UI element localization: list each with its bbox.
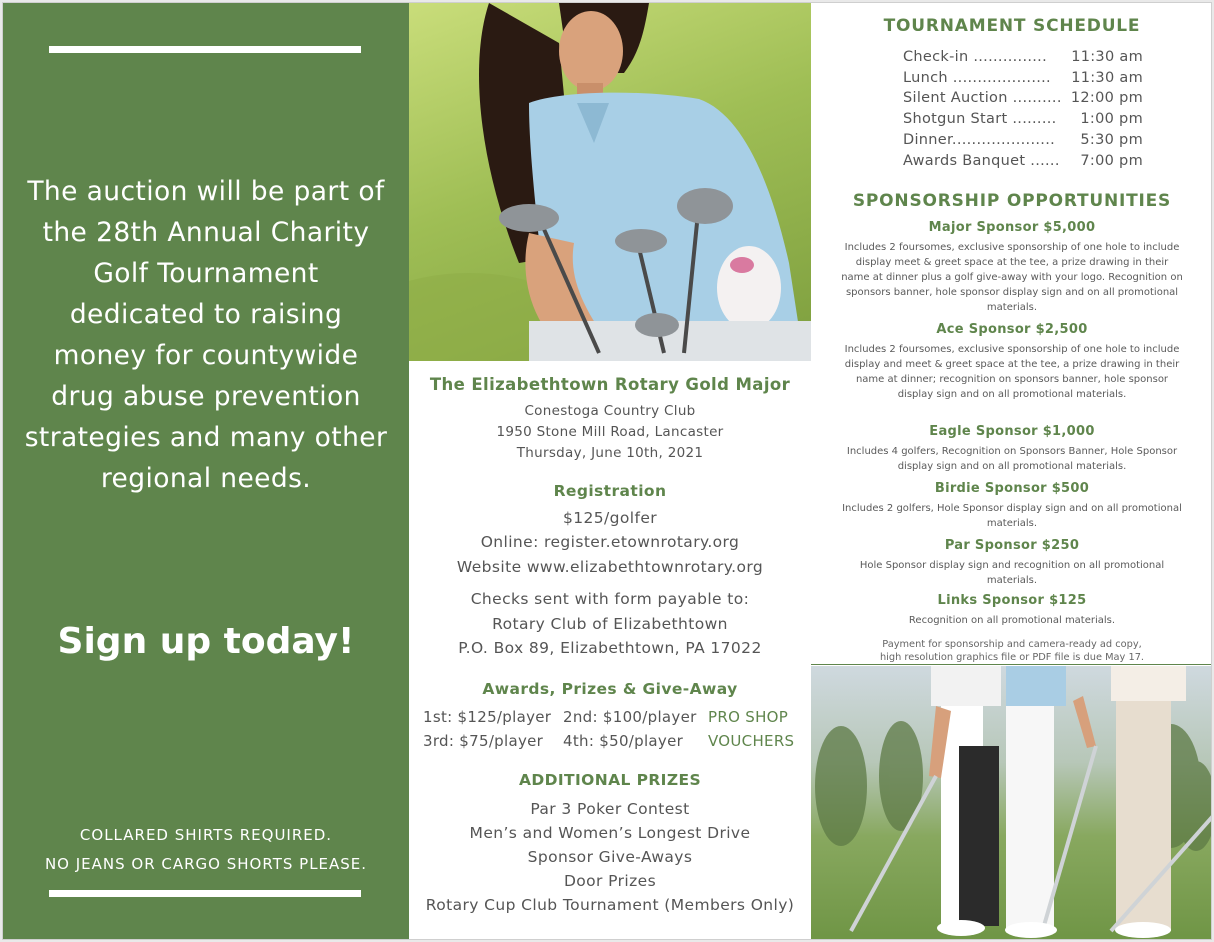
schedule-event: Silent Auction .......... bbox=[903, 90, 1062, 107]
intro-line: dedicated to raising bbox=[69, 299, 343, 330]
schedule-time: 11:30 am bbox=[1071, 69, 1143, 86]
intro-text bbox=[13, 171, 399, 499]
golfer-photo bbox=[409, 3, 811, 361]
registration-price: $125/golfer bbox=[562, 509, 658, 527]
registration-online: Online: register.etownrotary.org bbox=[480, 533, 740, 551]
schedule-row bbox=[903, 151, 1143, 172]
awards-grid bbox=[423, 705, 803, 753]
event-date: Thursday, June 10th, 2021 bbox=[516, 445, 704, 461]
bottom-divider bbox=[49, 890, 361, 897]
schedule-row bbox=[903, 68, 1143, 89]
schedule-row bbox=[903, 47, 1143, 68]
venue-address: 1950 Stone Mill Road, Lancaster bbox=[496, 424, 724, 440]
sponsor-description: Includes 4 golfers, Recognition on Sponsors Banner, Hole Sponsor display sign and on all promotional materials. bbox=[846, 446, 1178, 472]
sponsor-description: Includes 2 foursomes, exclusive sponsorship of one hole to include display meet & greet space at the tee, a prize drawing in their name at dinner plus a golf give-away with your logo. Recognition on sponsors banner, hole sponsor display sign and on all promotional materials. bbox=[841, 242, 1183, 313]
sponsorship-heading: SPONSORSHIP OPPORTUNITIES bbox=[852, 191, 1172, 211]
sponsor-title: Eagle Sponsor $1,000 bbox=[929, 424, 1095, 439]
schedule-event: Awards Banquet ...... bbox=[903, 152, 1060, 169]
sponsor-description: Hole Sponsor display sign and recognition on all promotional materials. bbox=[859, 560, 1165, 586]
golfer-illustration bbox=[409, 3, 811, 361]
intro-line: drug abuse prevention bbox=[51, 381, 361, 412]
schedule-heading: TOURNAMENT SCHEDULE bbox=[883, 16, 1141, 36]
top-divider bbox=[49, 46, 361, 53]
event-title: The Elizabethtown Rotary Gold Major bbox=[429, 375, 791, 394]
intro-line: strategies and many other bbox=[24, 422, 388, 453]
middle-panel bbox=[409, 3, 811, 940]
schedule-time: 7:00 pm bbox=[1080, 152, 1143, 169]
left-panel bbox=[3, 3, 409, 940]
dress-code-line: NO JEANS OR CARGO SHORTS PLEASE. bbox=[44, 855, 368, 873]
schedule-row bbox=[903, 109, 1143, 130]
schedule-row bbox=[903, 88, 1143, 109]
award-first: 1st: $125/player bbox=[423, 708, 552, 726]
checks-payee: Rotary Club of Elizabethtown bbox=[492, 615, 728, 633]
schedule-event: Check-in ............... bbox=[903, 49, 1048, 65]
photo-divider bbox=[811, 664, 1212, 665]
dress-code bbox=[3, 821, 409, 879]
right-panel bbox=[811, 3, 1212, 940]
schedule-event: Dinner..................... bbox=[903, 131, 1056, 148]
schedule-time: 5:30 pm bbox=[1080, 131, 1143, 148]
payment-note-line: Payment for sponsorship and camera-ready ad copy, bbox=[882, 639, 1142, 650]
golfers-photo bbox=[811, 666, 1212, 940]
award-second: 2nd: $100/player bbox=[563, 708, 697, 726]
schedule-time: 11:30 am bbox=[1071, 49, 1143, 65]
intro-line: regional needs. bbox=[100, 463, 312, 494]
intro-line: The auction will be part of bbox=[27, 176, 385, 207]
additional-prize: Par 3 Poker Contest bbox=[530, 800, 690, 818]
payment-note bbox=[851, 639, 1173, 664]
venue-name: Conestoga Country Club bbox=[524, 403, 696, 419]
additional-prize: Door Prizes bbox=[563, 872, 657, 890]
sponsor-description: Includes 2 golfers, Hole Sponsor display sign and on all promotional materials. bbox=[842, 503, 1182, 529]
sponsor-title: Links Sponsor $125 bbox=[937, 593, 1087, 608]
additional-prize: Men’s and Women’s Longest Drive bbox=[469, 824, 751, 842]
award-vouchers: VOUCHERS bbox=[708, 732, 795, 750]
golfers-illustration bbox=[811, 666, 1212, 940]
award-pro-shop: PRO SHOP bbox=[708, 708, 789, 726]
award-fourth: 4th: $50/player bbox=[563, 732, 684, 750]
dress-code-line: COLLARED SHIRTS REQUIRED. bbox=[79, 826, 333, 844]
checks-address: P.O. Box 89, Elizabethtown, PA 17022 bbox=[458, 639, 762, 657]
sponsor-title: Ace Sponsor $2,500 bbox=[936, 322, 1088, 337]
intro-line: money for countywide bbox=[53, 340, 359, 371]
sponsor-title: Birdie Sponsor $500 bbox=[934, 481, 1090, 496]
payment-note-line: high resolution graphics file or PDF file is due May 17. bbox=[879, 651, 1145, 663]
sponsor-description: Recognition on all promotional materials. bbox=[908, 615, 1116, 626]
additional-prize: Rotary Cup Club Tournament (Members Only) bbox=[425, 896, 795, 914]
schedule-list bbox=[903, 47, 1143, 171]
schedule-event: Shotgun Start ......... bbox=[903, 111, 1057, 128]
additional-prize: Sponsor Give-Aways bbox=[527, 848, 693, 866]
award-third: 3rd: $75/player bbox=[423, 732, 544, 750]
additional-prizes-heading: ADDITIONAL PRIZES bbox=[518, 771, 702, 789]
schedule-event: Lunch .................... bbox=[903, 69, 1051, 86]
schedule-row bbox=[903, 130, 1143, 151]
schedule-time: 12:00 pm bbox=[1070, 90, 1143, 107]
awards-row bbox=[423, 729, 803, 753]
sponsor-description: Includes 2 foursomes, exclusive sponsorship of one hole to include display and meet & greet space at the tee, a prize drawing in their name at dinner; recognition on sponsors banner, hole sponsor display sign and on all promotional materials. bbox=[844, 344, 1180, 400]
registration-heading: Registration bbox=[553, 482, 667, 500]
sponsor-title: Par Sponsor $250 bbox=[944, 538, 1080, 553]
signup-callout: Sign up today! bbox=[57, 621, 355, 662]
awards-heading: Awards, Prizes & Give-Away bbox=[482, 680, 738, 698]
registration-website: Website www.elizabethtownrotary.org bbox=[456, 558, 764, 576]
intro-line: the 28th Annual Charity bbox=[42, 217, 370, 248]
sponsor-title: Major Sponsor $5,000 bbox=[928, 220, 1096, 235]
checks-line: Checks sent with form payable to: bbox=[470, 590, 750, 608]
schedule-time: 1:00 pm bbox=[1080, 111, 1143, 128]
intro-line: Golf Tournament bbox=[93, 258, 319, 289]
awards-row bbox=[423, 705, 803, 729]
flyer-page bbox=[2, 2, 1212, 940]
